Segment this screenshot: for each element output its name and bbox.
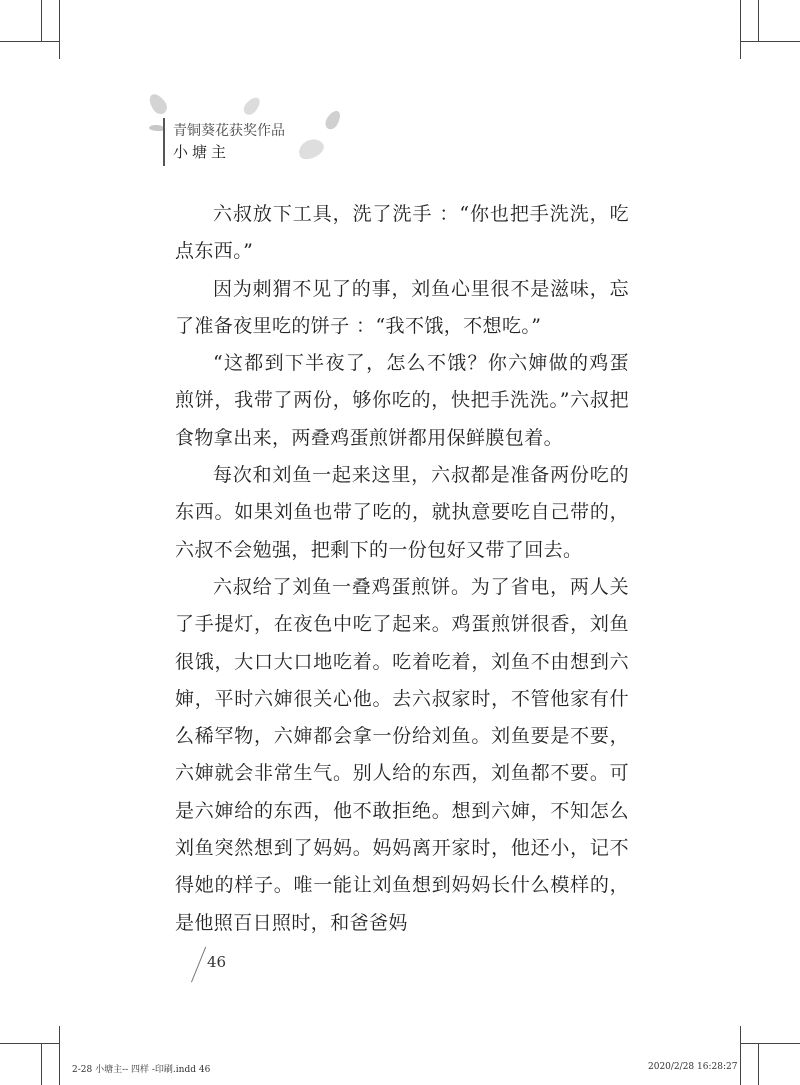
crop-mark [758,1043,759,1085]
paragraph: “这都到下半夜了，怎么不饿？你六婶做的鸡蛋煎饼，我带了两份，够你吃的，快把手洗洗。”六叔把食物拿出来，两叠鸡蛋煎饼都用保鲜膜包着。 [175,352,629,449]
crop-mark [758,0,759,41]
series-title: 青铜葵花获奖作品 [173,123,285,139]
petal-decoration [241,94,263,117]
crop-mark [740,0,741,59]
petal-decoration [323,108,343,131]
timestamp: 2020/2/28 16:28:27 [648,1062,738,1072]
body-text [175,196,629,942]
crop-mark [41,0,42,41]
crop-mark [59,0,60,59]
paragraph: 六叔给了刘鱼一叠鸡蛋煎饼。为了省电，两人关了手提灯，在夜色中吃了起来。鸡蛋煎饼很香，刘鱼很饿，大口大口地吃着。吃着吃着，刘鱼不由想到六婶，平时六婶很关心他。去六叔家时，不管他家有什么稀罕物，六婶都会拿一份给刘鱼。刘鱼要是不要，六婶就会非常生气。别人给的东西，刘鱼都不要。可是六婶给的东西，他不敢拒绝。想到六婶，不知怎么刘鱼突然想到了妈妈。妈妈离开家时，他还小，记不得她的样子。唯一能让刘鱼想到妈妈长什么模样的，是他照百日照时，和爸爸妈 [175,575,629,934]
petal-decoration [295,135,326,162]
book-title: 小塘主 [173,143,231,161]
crop-mark [0,41,59,42]
paragraph: 因为刺猬不见了的事，刘鱼心里很不是滋味，忘了准备夜里吃的饼子 ：“我不饿，不想吃。” [175,277,629,337]
crop-mark [740,1026,741,1085]
crop-mark [740,1043,800,1044]
page-number-slash [191,947,206,983]
crop-mark [41,1043,42,1085]
paragraph: 六叔放下工具，洗了洗手 ：“你也把手洗洗，吃点东西。” [175,203,629,263]
paragraph: 每次和刘鱼一起来这里，六叔都是准备两份吃的东西。如果刘鱼也带了吃的，就执意要吃自己带的，六叔不会勉强，把剩下的一份包好又带了回去。 [175,464,629,561]
crop-mark [0,1043,59,1044]
crop-mark [59,1026,60,1085]
crop-mark [740,41,800,42]
file-info: 2-28 小塘主-- 四样 -印刷.indd 46 [72,1065,211,1075]
petal-decoration [146,91,170,117]
header-rule [163,118,165,166]
page-number: 46 [207,953,227,971]
